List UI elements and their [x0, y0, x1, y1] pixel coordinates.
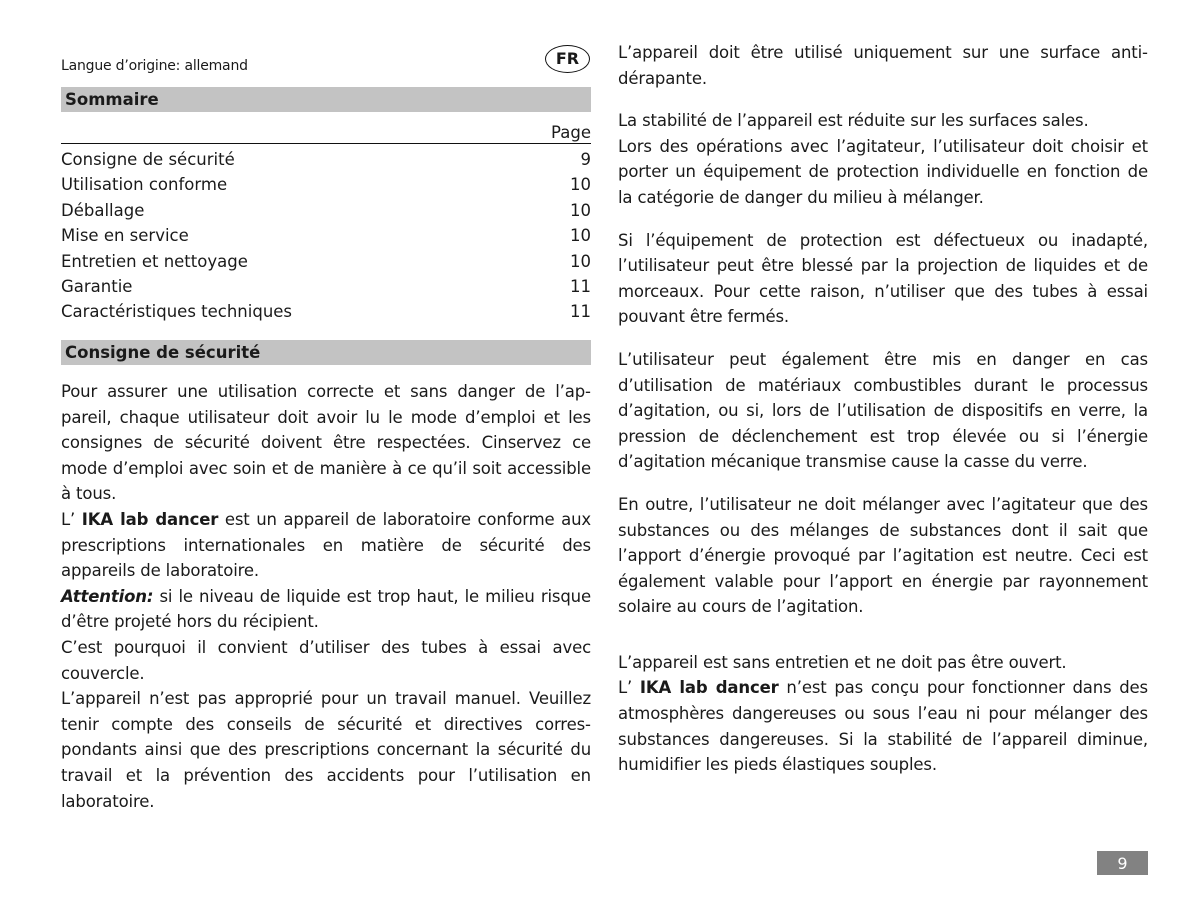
safety-paragraph: L’utilisateur peut également être mis en danger en cas d’utilisation de matériaux combustibles durant le processus d’agitation, ou si, lors de l’utilisation de dispositifs en verre, la pression de déclenchement est trop élevée ou si l’énergie d’agitation mécanique transmise cause la casse du verre. — [618, 349, 1148, 472]
toc-entry[interactable] — [61, 223, 591, 248]
toc-entry-label: Mise en service — [61, 226, 189, 246]
toc-entry-page: 11 — [570, 302, 591, 322]
toc-heading: Sommaire — [61, 87, 591, 112]
paragraph-text: est un appareil de laboratoire conforme aux prescriptions internationales en matière de sécurité des appareils de laboratoire. — [61, 509, 591, 581]
safety-paragraph: Si l’équipement de protection est défectueux ou inadapté, l’utilisateur peut être blessé par la projection de liquides et de morceaux. Pour cette raison, n’utiliser que des tubes à essai pouvant être fermés. — [618, 230, 1148, 327]
toc-entry-page: 10 — [570, 251, 591, 271]
safety-paragraph: L’appareil n’est pas approprié pour un travail manuel. Veuillez tenir compte des conseils de sécurité et directives correspondants ainsi que des prescriptions concernant la sécurité du travail et la prévention des accidents pour l’utilisation en laboratoire. — [61, 689, 591, 811]
language-badge: FR — [545, 45, 590, 73]
safety-body-right — [618, 40, 1148, 778]
attention-paragraph — [61, 584, 591, 635]
toc-divider — [61, 143, 591, 144]
toc-entry-label: Consigne de sécurité — [61, 150, 235, 169]
toc-entry[interactable] — [61, 299, 591, 324]
attention-label: Attention: — [61, 586, 154, 606]
safety-paragraph — [61, 507, 591, 584]
safety-paragraph: En outre, l’utilisateur ne doit mélanger avec l’agitateur que des substances ou des mélanges de substances dont il sait que l’apport d’énergie provoqué par l’agitation est neutre. Ceci est également valable pour l’apport en énergie par rayonnement solaire au cours de l’agitation. — [618, 494, 1148, 617]
toc-entry[interactable] — [61, 172, 591, 197]
page-number: 9 — [1097, 851, 1148, 875]
toc-entry-label: Utilisation conforme — [61, 175, 228, 195]
toc-entry[interactable] — [61, 274, 591, 299]
safety-paragraph: L’appareil est sans entretien et ne doit pas être ouvert. — [618, 652, 1067, 672]
toc-entry-page: 10 — [570, 226, 591, 246]
toc-page-column-header: Page — [551, 123, 591, 142]
toc-entry-label: Garantie — [61, 276, 133, 296]
origin-language-note: Langue d’origine: allemand — [61, 58, 248, 74]
safety-paragraph: C’est pourquoi il convient d’utiliser des tubes à essai avec couvercle. — [61, 637, 591, 683]
toc-entry-label: Entretien et nettoyage — [61, 251, 248, 271]
paragraph-text: n’est pas conçu pour fonctionner dans des atmosphères dangereuses ou sous l’eau ni pour mélanger des substances dangereuses. Si la stabilité de l’appareil diminue, humidifier les pieds élastiques souples. — [618, 678, 1148, 775]
toc-entry[interactable] — [61, 147, 591, 172]
toc-entry[interactable] — [61, 249, 591, 274]
paragraph-prefix: L’ — [618, 678, 640, 698]
product-name: IKA lab dancer — [639, 678, 779, 698]
table-of-contents — [61, 147, 591, 325]
safety-paragraph: Pour assurer une utilisation correcte et sans danger de l’appareil, chaque utilisateur doit avoir lu le mode d’emploi et les consignes de sécurité doivent être respectées. Cinservez ce mode d’emploi avec soin et de manière à ce qu’il soit accessible à tous. — [61, 382, 591, 504]
safety-body-left — [61, 379, 591, 814]
safety-paragraph: La stabilité de l’appareil est réduite sur les surfaces sales. — [618, 111, 1089, 131]
safety-paragraph: L’appareil doit être utilisé uniquement sur une surface antidérapante. — [618, 43, 1148, 88]
toc-entry-page: 10 — [570, 200, 591, 220]
toc-entry-page: 9 — [580, 150, 591, 169]
safety-paragraph — [618, 675, 1148, 777]
toc-entry-label: Déballage — [61, 200, 145, 220]
product-name: IKA lab dancer — [81, 509, 219, 529]
toc-entry[interactable] — [61, 198, 591, 223]
toc-entry-page: 11 — [570, 276, 591, 296]
paragraph-text: si le niveau de liquide est trop haut, le milieu risque d’être projeté hors du récipient. — [61, 586, 591, 632]
safety-heading: Consigne de sécurité — [61, 340, 591, 365]
toc-entry-page: 10 — [570, 175, 591, 195]
safety-paragraph: Lors des opérations avec l’agitateur, l’utilisateur doit choisir et porter un équipement de protection individuelle en fonction de la catégorie de danger du milieu à mélanger. — [618, 136, 1148, 207]
paragraph-prefix: L’ — [61, 509, 82, 529]
toc-entry-label: Caractéristiques techniques — [61, 302, 293, 322]
